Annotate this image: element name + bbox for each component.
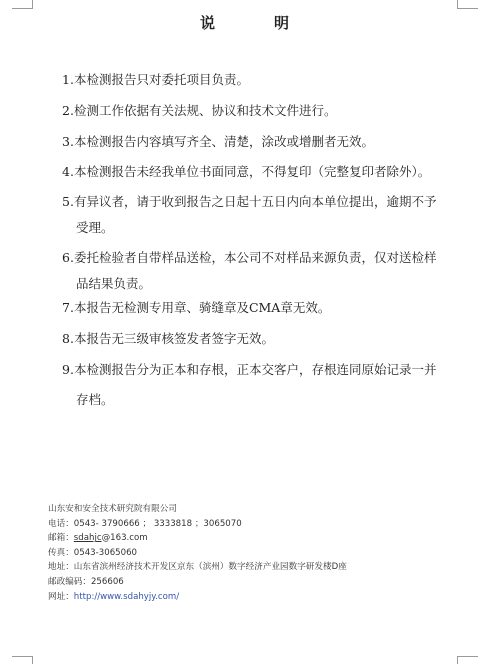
item-text: 有异议者，请于收到报告之日起十五日内向本单位提出，逾期不予: [73, 194, 437, 209]
list-item: [62, 189, 462, 215]
footer-org: 山东安和安全技术研究院有限公司: [48, 504, 177, 514]
item-number: 4.: [62, 164, 74, 179]
crop-mark-bottom-left-v: [32, 656, 33, 664]
item-continuation: 存档。: [76, 392, 114, 407]
item-text: 本检测报告未经我单位书面同意，不得复印（完整复印者除外）。: [73, 164, 431, 179]
crop-mark-bottom-right-h: [458, 656, 478, 657]
contact-footer: [48, 502, 347, 604]
item-continuation: 品结果负责。: [76, 276, 152, 291]
item-text: 委托检验者自带样品送检，本公司不对样品来源负责，仅对送检样: [73, 250, 437, 265]
title-char-right: 明: [274, 14, 291, 32]
item-number: 7.: [62, 300, 74, 315]
item-text: 本报告无检测专用章、骑缝章及CMA章无效。: [73, 300, 331, 315]
item-text: 检测工作依据有关法规、协议和技术文件进行。: [73, 103, 337, 118]
item-number: 8.: [62, 331, 74, 346]
item-number: 6.: [62, 250, 74, 265]
item-number: 2.: [62, 103, 74, 118]
item-number: 9.: [62, 362, 74, 377]
list-item: [62, 67, 462, 93]
crop-mark-top-right-h: [458, 8, 478, 9]
page-title: [0, 12, 490, 33]
footer-website: [48, 590, 347, 605]
footer-address: 地址：山东省滨州经济技术开发区京东（滨州）数字经济产业园数字研发楼D座: [48, 562, 347, 573]
item-number: 3.: [62, 134, 74, 149]
footer-postcode: 邮政编码：256606: [48, 576, 124, 587]
crop-mark-bottom-right-v: [457, 656, 458, 664]
list-item: [62, 98, 462, 124]
item-number: 1.: [62, 72, 74, 87]
website-label: 网址：: [48, 591, 74, 602]
footer-fax: 传真：0543-3065060: [48, 547, 138, 558]
email-user: sdahjc: [73, 533, 102, 544]
footer-email: [48, 531, 347, 546]
title-char-left: 说: [199, 14, 216, 32]
website-link[interactable]: http://www.sdahyjy.com/: [73, 591, 180, 602]
crop-mark-top-left-v: [32, 0, 33, 9]
crop-mark-top-right-v: [457, 0, 458, 9]
item-continuation: 受理。: [76, 220, 114, 235]
list-item: [62, 326, 462, 352]
item-text: 本检测报告只对委托项目负责。: [73, 72, 249, 87]
item-text: 本检测报告内容填写齐全、清楚，涂改或增删者无效。: [73, 134, 374, 149]
list-item: [62, 159, 462, 185]
list-item: [62, 295, 462, 321]
item-text: 本报告无三级审核签发者签字无效。: [73, 331, 274, 346]
list-item: [62, 357, 462, 383]
crop-mark-bottom-left-h: [12, 656, 32, 657]
email-domain: @163.com: [101, 533, 148, 544]
footer-phone: 电话：0543- 3790666 ； 3333818 ；3065070: [48, 518, 242, 529]
email-label: 邮箱：: [48, 533, 74, 544]
item-number: 5.: [62, 194, 74, 209]
list-item: [62, 129, 462, 155]
list-item: [62, 245, 462, 271]
item-text: 本检测报告分为正本和存根，正本交客户，存根连同原始记录一并: [73, 362, 437, 377]
email-link[interactable]: [74, 533, 102, 543]
crop-mark-top-left-h: [12, 8, 32, 9]
